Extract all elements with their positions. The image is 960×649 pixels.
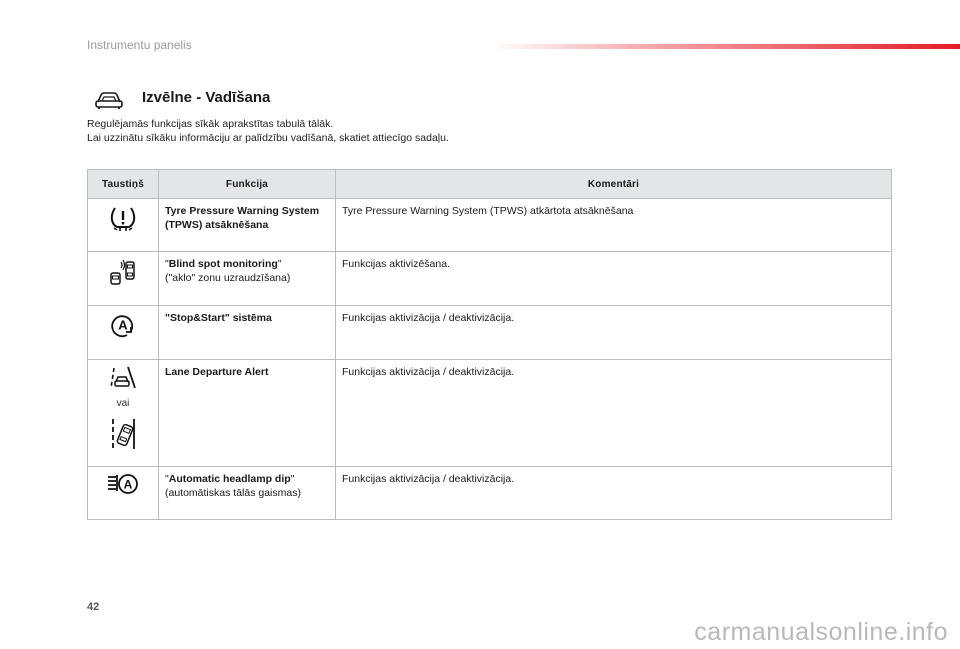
column-header-function: Funkcija xyxy=(159,170,336,199)
table-row xyxy=(88,467,892,520)
function-prefix: " xyxy=(165,258,169,270)
lane-departure-alert-alt-icon xyxy=(109,417,137,451)
key-cell xyxy=(88,467,159,520)
function-name: Tyre Pressure Warning System (TPWS) atsāknēšana xyxy=(165,205,320,231)
lane-departure-alert-icon xyxy=(109,365,137,391)
function-name: Automatic headlamp dip xyxy=(168,473,291,485)
key-cell xyxy=(88,360,159,467)
function-note: (automātiskas tālās gaismas) xyxy=(165,487,301,499)
svg-text:A: A xyxy=(123,477,133,492)
function-name: "Stop&Start" sistēma xyxy=(165,312,272,324)
svg-text:A: A xyxy=(118,317,128,333)
key-cell xyxy=(88,199,159,252)
blind-spot-monitoring-icon xyxy=(108,257,138,287)
intro-line: Lai uzzinātu sīkāku informāciju ar palīdzību vadīšanā, skatiet attiecīgo sadaļu. xyxy=(87,132,449,144)
watermark: carmanualsonline.info xyxy=(694,618,948,646)
table-row xyxy=(88,360,892,467)
page-number: 42 xyxy=(87,601,100,613)
automatic-headlamp-dip-icon xyxy=(106,472,140,496)
intro-line: Regulējamās funkcijas sīkāk aprakstītas tabulā tālāk. xyxy=(87,118,334,130)
tyre-pressure-warning-icon xyxy=(109,204,137,232)
functions-table xyxy=(87,169,892,520)
section-title: Izvēlne - Vadīšana xyxy=(142,89,271,106)
comment-cell: Funkcijas aktivizācija / deaktivizācija. xyxy=(336,306,892,360)
function-cell xyxy=(159,252,336,306)
section-car-icon xyxy=(94,88,124,112)
key-cell xyxy=(88,252,159,306)
function-cell xyxy=(159,306,336,360)
column-header-comment: Komentāri xyxy=(336,170,892,199)
key-cell xyxy=(88,306,159,360)
function-cell xyxy=(159,360,336,467)
table-row xyxy=(88,306,892,360)
function-cell xyxy=(159,467,336,520)
table-header-row xyxy=(88,170,892,199)
header-accent-bar xyxy=(490,44,960,49)
function-name: Lane Departure Alert xyxy=(165,366,269,378)
comment-cell: Tyre Pressure Warning System (TPWS) atkārtota atsāknēšana xyxy=(336,199,892,252)
table-row xyxy=(88,252,892,306)
column-header-key: Taustiņš xyxy=(88,170,159,199)
function-prefix: " xyxy=(165,473,169,485)
running-head: Instrumentu panelis xyxy=(87,38,192,52)
function-suffix: " xyxy=(290,473,295,485)
comment-cell: Funkcijas aktivizēšana. xyxy=(336,252,892,306)
function-cell xyxy=(159,199,336,252)
comment-cell: Funkcijas aktivizācija / deaktivizācija. xyxy=(336,467,892,520)
function-suffix: " xyxy=(277,258,282,270)
comment-cell: Funkcijas aktivizācija / deaktivizācija. xyxy=(336,360,892,467)
intro-text xyxy=(87,117,449,145)
table-row xyxy=(88,199,892,252)
function-name: Blind spot monitoring xyxy=(168,258,278,270)
or-label: vai xyxy=(116,398,130,409)
function-note: ("aklo" zonu uzraudzīšana) xyxy=(165,272,291,284)
stop-start-icon xyxy=(109,311,137,339)
